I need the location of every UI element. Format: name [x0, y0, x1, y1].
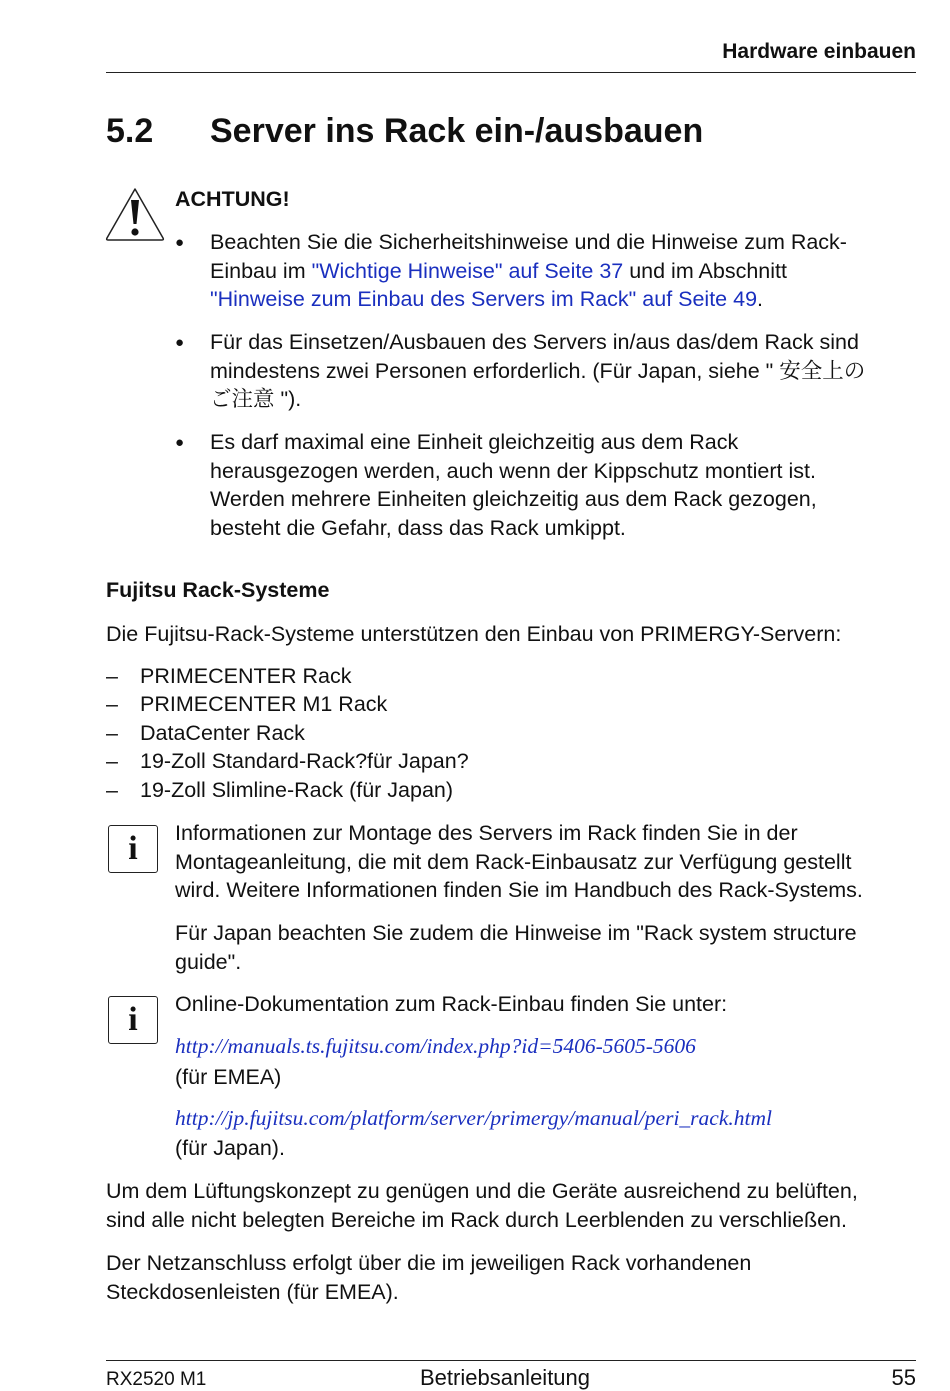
- text-line: Einbau im "Wichtige Hinweise" auf Seite 37 und im Abschnitt: [210, 258, 787, 283]
- footer-rule: [106, 1360, 916, 1361]
- text-line: guide".: [175, 949, 242, 974]
- url-note-emea: (für EMEA): [175, 1065, 282, 1089]
- list-item: – PRIMECENTER Rack: [106, 664, 352, 688]
- text-line: Montageanleitung, die mit dem Rack-Einbausatz zur Verfügung gestellt: [175, 849, 852, 874]
- url-link-japan[interactable]: http://jp.fujitsu.com/platform/server/primergy/manual/peri_rack.html: [175, 1106, 772, 1130]
- warning-bullet-3: [210, 428, 925, 542]
- warning-triangle-icon: [104, 186, 166, 242]
- page-number: 55: [891, 1365, 916, 1390]
- ventilation-paragraph: [106, 1177, 858, 1234]
- info-icon: i: [108, 996, 158, 1044]
- section-number: 5.2: [106, 112, 154, 150]
- text-line: sind alle nicht belegten Bereiche im Rack durch Leerblenden zu verschließen.: [106, 1207, 847, 1232]
- text-line: Beachten Sie die Sicherheitshinweise und die Hinweise zum Rack-: [210, 230, 847, 254]
- footer-model: RX2520 M1: [106, 1369, 207, 1390]
- list-item: – DataCenter Rack: [106, 721, 305, 745]
- warning-bullet-2: [210, 328, 925, 414]
- list-item: – 19-Zoll Slimline-Rack (für Japan): [106, 778, 454, 802]
- url-link-emea[interactable]: http://manuals.ts.fujitsu.com/index.php?id=5406-5605-5606: [175, 1034, 696, 1058]
- footer-doc-title: Betriebsanleitung: [420, 1365, 591, 1390]
- power-paragraph: [106, 1249, 751, 1306]
- intro-paragraph: Die Fujitsu-Rack-Systeme unterstützen den Einbau von PRIMERGY-Servern:: [106, 622, 842, 646]
- link-wichtige-hinweise[interactable]: "Wichtige Hinweise" auf Seite 37: [311, 258, 624, 283]
- text-line: "Hinweise zum Einbau des Servers im Rack" auf Seite 49.: [210, 287, 764, 312]
- text-line: Um dem Lüftungskonzept zu genügen und die Geräte ausreichend zu belüften,: [106, 1179, 858, 1203]
- text-line: mindestens zwei Personen erforderlich. (Für Japan, siehe " 安全上の: [210, 358, 866, 383]
- header-rule: [106, 72, 916, 73]
- text-line: Für Japan beachten Sie zudem die Hinweise im "Rack system structure: [175, 921, 857, 945]
- text-line: Informationen zur Montage des Servers im Rack finden Sie in der: [175, 821, 798, 845]
- link-hinweise-einbau[interactable]: "Hinweise zum Einbau des Servers im Rack" auf Seite 49: [210, 287, 758, 312]
- text-line: wird. Weitere Informationen finden Sie im Handbuch des Rack-Systems.: [175, 878, 863, 903]
- text-line: Für das Einsetzen/Ausbauen des Servers in/aus das/dem Rack sind: [210, 330, 859, 354]
- bullet-dot-icon: ●: [175, 334, 185, 351]
- text-line: Steckdosenleisten (für EMEA).: [106, 1279, 399, 1304]
- list-item: – PRIMECENTER M1 Rack: [106, 692, 388, 716]
- info-icon: i: [108, 825, 158, 873]
- section-title: Server ins Rack ein-/ausbauen: [210, 112, 704, 150]
- info-note-1-japan: [175, 919, 925, 976]
- url-note-japan: (für Japan).: [175, 1136, 285, 1160]
- text-line: herausgezogen werden, auch wenn der Kippschutz montiert ist.: [210, 458, 816, 483]
- text-line: besteht die Gefahr, dass das Rack umkippt.: [210, 515, 626, 540]
- text-line: ご注意 ").: [210, 387, 302, 412]
- warning-bullet-1: [210, 228, 925, 314]
- section-heading: [106, 112, 703, 151]
- text-line: Der Netzanschluss erfolgt über die im jeweiligen Rack vorhandenen: [106, 1251, 752, 1275]
- warning-label: ACHTUNG!: [175, 187, 290, 211]
- running-header: Hardware einbauen: [722, 40, 916, 63]
- info-note-1: [175, 819, 925, 905]
- info-note-2: Online-Dokumentation zum Rack-Einbau finden Sie unter:: [175, 992, 728, 1016]
- list-item: – 19-Zoll Standard-Rack?für Japan?: [106, 749, 469, 773]
- text-line: Werden mehrere Einheiten gleichzeitig aus dem Rack gezogen,: [210, 487, 817, 512]
- subheading: Fujitsu Rack-Systeme: [106, 578, 330, 602]
- bullet-dot-icon: ●: [175, 234, 185, 251]
- bullet-dot-icon: ●: [175, 434, 185, 451]
- text-line: Es darf maximal eine Einheit gleichzeitig aus dem Rack: [210, 430, 739, 454]
